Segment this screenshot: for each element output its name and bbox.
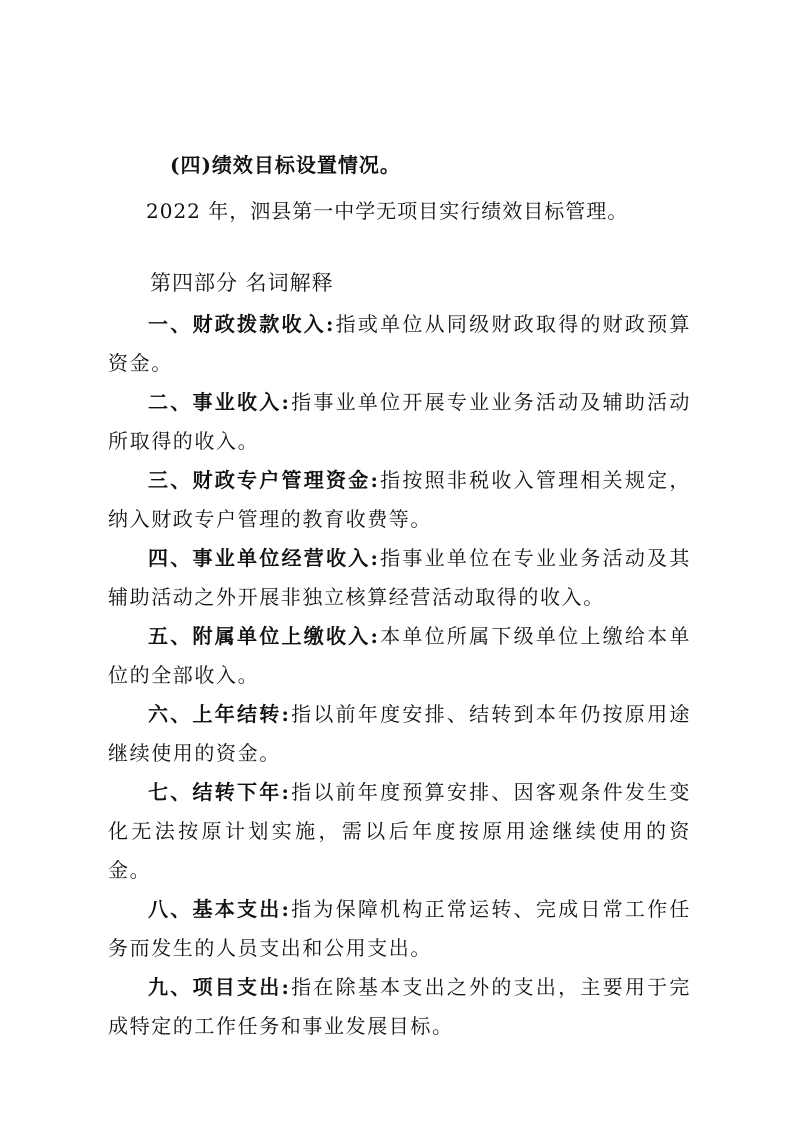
glossary-item-subordinate-unit-income xyxy=(108,617,691,695)
term-name: 四、事业单位经营收入: xyxy=(148,546,380,570)
section-heading: (四)绩效目标设置情况。 xyxy=(170,153,401,177)
glossary-item-fiscal-appropriation-income xyxy=(108,305,691,383)
term-name: 三、财政专户管理资金: xyxy=(148,468,380,492)
term-name: 五、附属单位上缴收入: xyxy=(148,624,380,648)
glossary-item-carryover-to-next-year xyxy=(108,773,691,890)
term-name: 七、结转下年: xyxy=(148,780,291,804)
glossary-item-basic-expenditure xyxy=(108,890,691,968)
term-name: 六、上年结转: xyxy=(148,702,291,726)
term-name: 九、项目支出: xyxy=(148,975,291,999)
term-definition: 指以前年度安排、结转到本年仍按原用途继续使用的资金。 xyxy=(108,702,691,765)
glossary-list xyxy=(108,305,691,1046)
term-definition: 指在除基本支出之外的支出，主要用于完成特定的工作任务和事业发展目标。 xyxy=(108,975,691,1038)
glossary-item-prior-year-carryover xyxy=(108,695,691,773)
glossary-item-business-income xyxy=(108,383,691,461)
section-body: 2022 年，泗县第一中学无项目实行绩效目标管理。 xyxy=(146,199,629,223)
term-definition: 指以前年度预算安排、因客观条件发生变化无法按原计划实施，需以后年度按原用途继续使用的资金。 xyxy=(108,780,691,882)
term-definition: 指事业单位在专业业务活动及其辅助活动之外开展非独立核算经营活动取得的收入。 xyxy=(108,546,692,609)
term-definition: 指为保障机构正常运转、完成日常工作任务而发生的人员支出和公用支出。 xyxy=(108,897,691,960)
term-definition: 指按照非税收入管理相关规定，纳入财政专户管理的教育收费等。 xyxy=(108,468,692,531)
term-name: 八、基本支出: xyxy=(148,897,291,921)
glossary-item-special-account-funds xyxy=(108,461,691,539)
term-name: 一、财政拨款收入: xyxy=(148,312,335,336)
term-definition: 指事业单位开展专业业务活动及辅助活动所取得的收入。 xyxy=(108,390,691,453)
glossary-item-operating-income xyxy=(108,539,691,617)
glossary-item-project-expenditure xyxy=(108,968,691,1046)
part-title: 第四部分 名词解释 xyxy=(150,271,334,295)
term-definition: 本单位所属下级单位上缴给本单位的全部收入。 xyxy=(108,624,692,687)
term-definition: 指或单位从同级财政取得的财政预算资金。 xyxy=(108,312,691,375)
term-name: 二、事业收入: xyxy=(148,390,291,414)
